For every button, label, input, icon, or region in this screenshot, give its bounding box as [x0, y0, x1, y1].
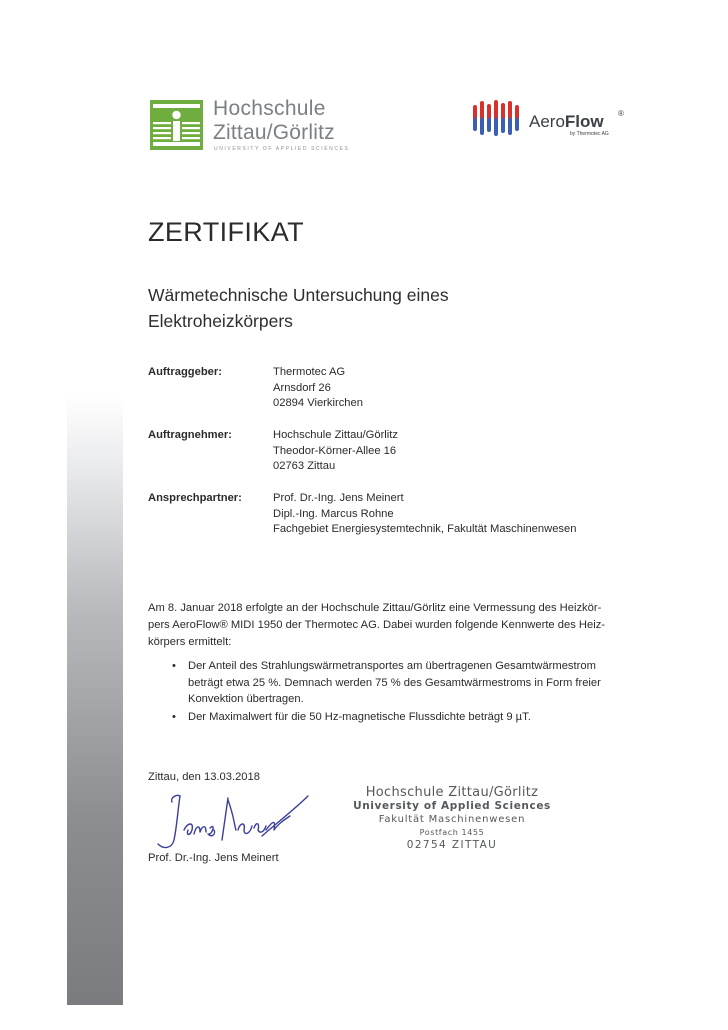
hszg-logo [150, 97, 350, 157]
certificate-subtitle [148, 282, 568, 334]
finding-line: Konvektion übertragen. [188, 693, 304, 705]
signer-name: Prof. Dr.-Ing. Jens Meinert [148, 852, 279, 864]
subtitle-line: Elektroheizkörpers [148, 311, 293, 331]
party-label: Auftraggeber: [148, 366, 222, 378]
aeroflow-name-bold: Flow [564, 112, 604, 131]
party-line: Arnsdorf 26 [273, 381, 331, 394]
stamp-line: Hochschule Zittau/Görlitz [365, 785, 539, 800]
hszg-name-line2: Zittau/Görlitz [213, 121, 335, 144]
side-gradient-strip [67, 395, 123, 1005]
body-paragraph [148, 600, 628, 651]
aeroflow-logo [472, 99, 632, 139]
party-line: Fachgebiet Energiesystemtechnik, Fakultät Maschinenwesen [273, 523, 577, 535]
stamp-line: Fakultät Maschinenwesen [378, 814, 526, 825]
party-line: Thermotec AG [273, 366, 346, 378]
bullet-icon: • [172, 710, 176, 723]
certificate-title: ZERTIFIKAT [148, 217, 305, 247]
finding-item [148, 658, 628, 708]
party-lines [273, 365, 653, 412]
findings-list [148, 658, 628, 726]
hszg-tagline: UNIVERSITY OF APPLIED SCIENCES [214, 146, 350, 152]
body-line: Am 8. Januar 2018 erfolgte an der Hochschule Zittau/Görlitz eine Vermessung des Heizkör- [148, 602, 602, 614]
institution-stamp [352, 785, 552, 855]
body-line: körpers ermittelt: [148, 636, 232, 648]
finding-line: Der Anteil des Strahlungswärmetransportes am übertragenen Gesamtwärmestrom [188, 660, 596, 672]
finding-line: beträgt etwa 25 %. Demnach werden 75 % des Gesamtwärmestroms in Form freier [188, 676, 601, 689]
aeroflow-subline: by Thermotec AG [570, 131, 609, 137]
party-label: Auftragnehmer: [148, 429, 232, 441]
finding-line: Der Maximalwert für die 50 Hz-magnetische Flussdichte beträgt 9 µT. [188, 710, 531, 723]
place-date: Zittau, den 13.03.2018 [148, 771, 260, 783]
party-line: 02763 Zittau [273, 460, 336, 472]
hszg-mark-icon [150, 100, 203, 150]
party-line: Hochschule Zittau/Görlitz [273, 429, 398, 441]
handwritten-signature [150, 778, 310, 858]
party-line: Prof. Dr.-Ing. Jens Meinert [273, 492, 404, 504]
stamp-line: 02754 ZITTAU [406, 839, 498, 851]
subtitle-line: Wärmetechnische Untersuchung eines [148, 285, 449, 305]
party-label: Ansprechpartner: [148, 492, 242, 504]
bullet-icon: • [172, 660, 176, 672]
stamp-line: Postfach 1455 [419, 828, 485, 837]
party-lines [273, 428, 653, 475]
party-lines [273, 491, 653, 538]
party-line: Dipl.-Ing. Marcus Rohne [273, 507, 394, 520]
body-line: pers AeroFlow® MIDI 1950 der Thermotec AG. Dabei wurden folgende Kennwerte des Heiz- [148, 619, 606, 631]
party-line: Theodor-Körner-Allee 16 [273, 444, 397, 457]
radiator-bars-icon [472, 99, 520, 137]
aeroflow-name-light: Aero [529, 112, 565, 131]
hszg-name-line1: Hochschule [213, 97, 326, 120]
aeroflow-name [529, 112, 604, 132]
aeroflow-registered-mark: ® [618, 109, 624, 118]
stamp-line: University of Applied Sciences [353, 800, 551, 812]
finding-item [148, 709, 628, 726]
party-line: 02894 Vierkirchen [273, 397, 363, 409]
